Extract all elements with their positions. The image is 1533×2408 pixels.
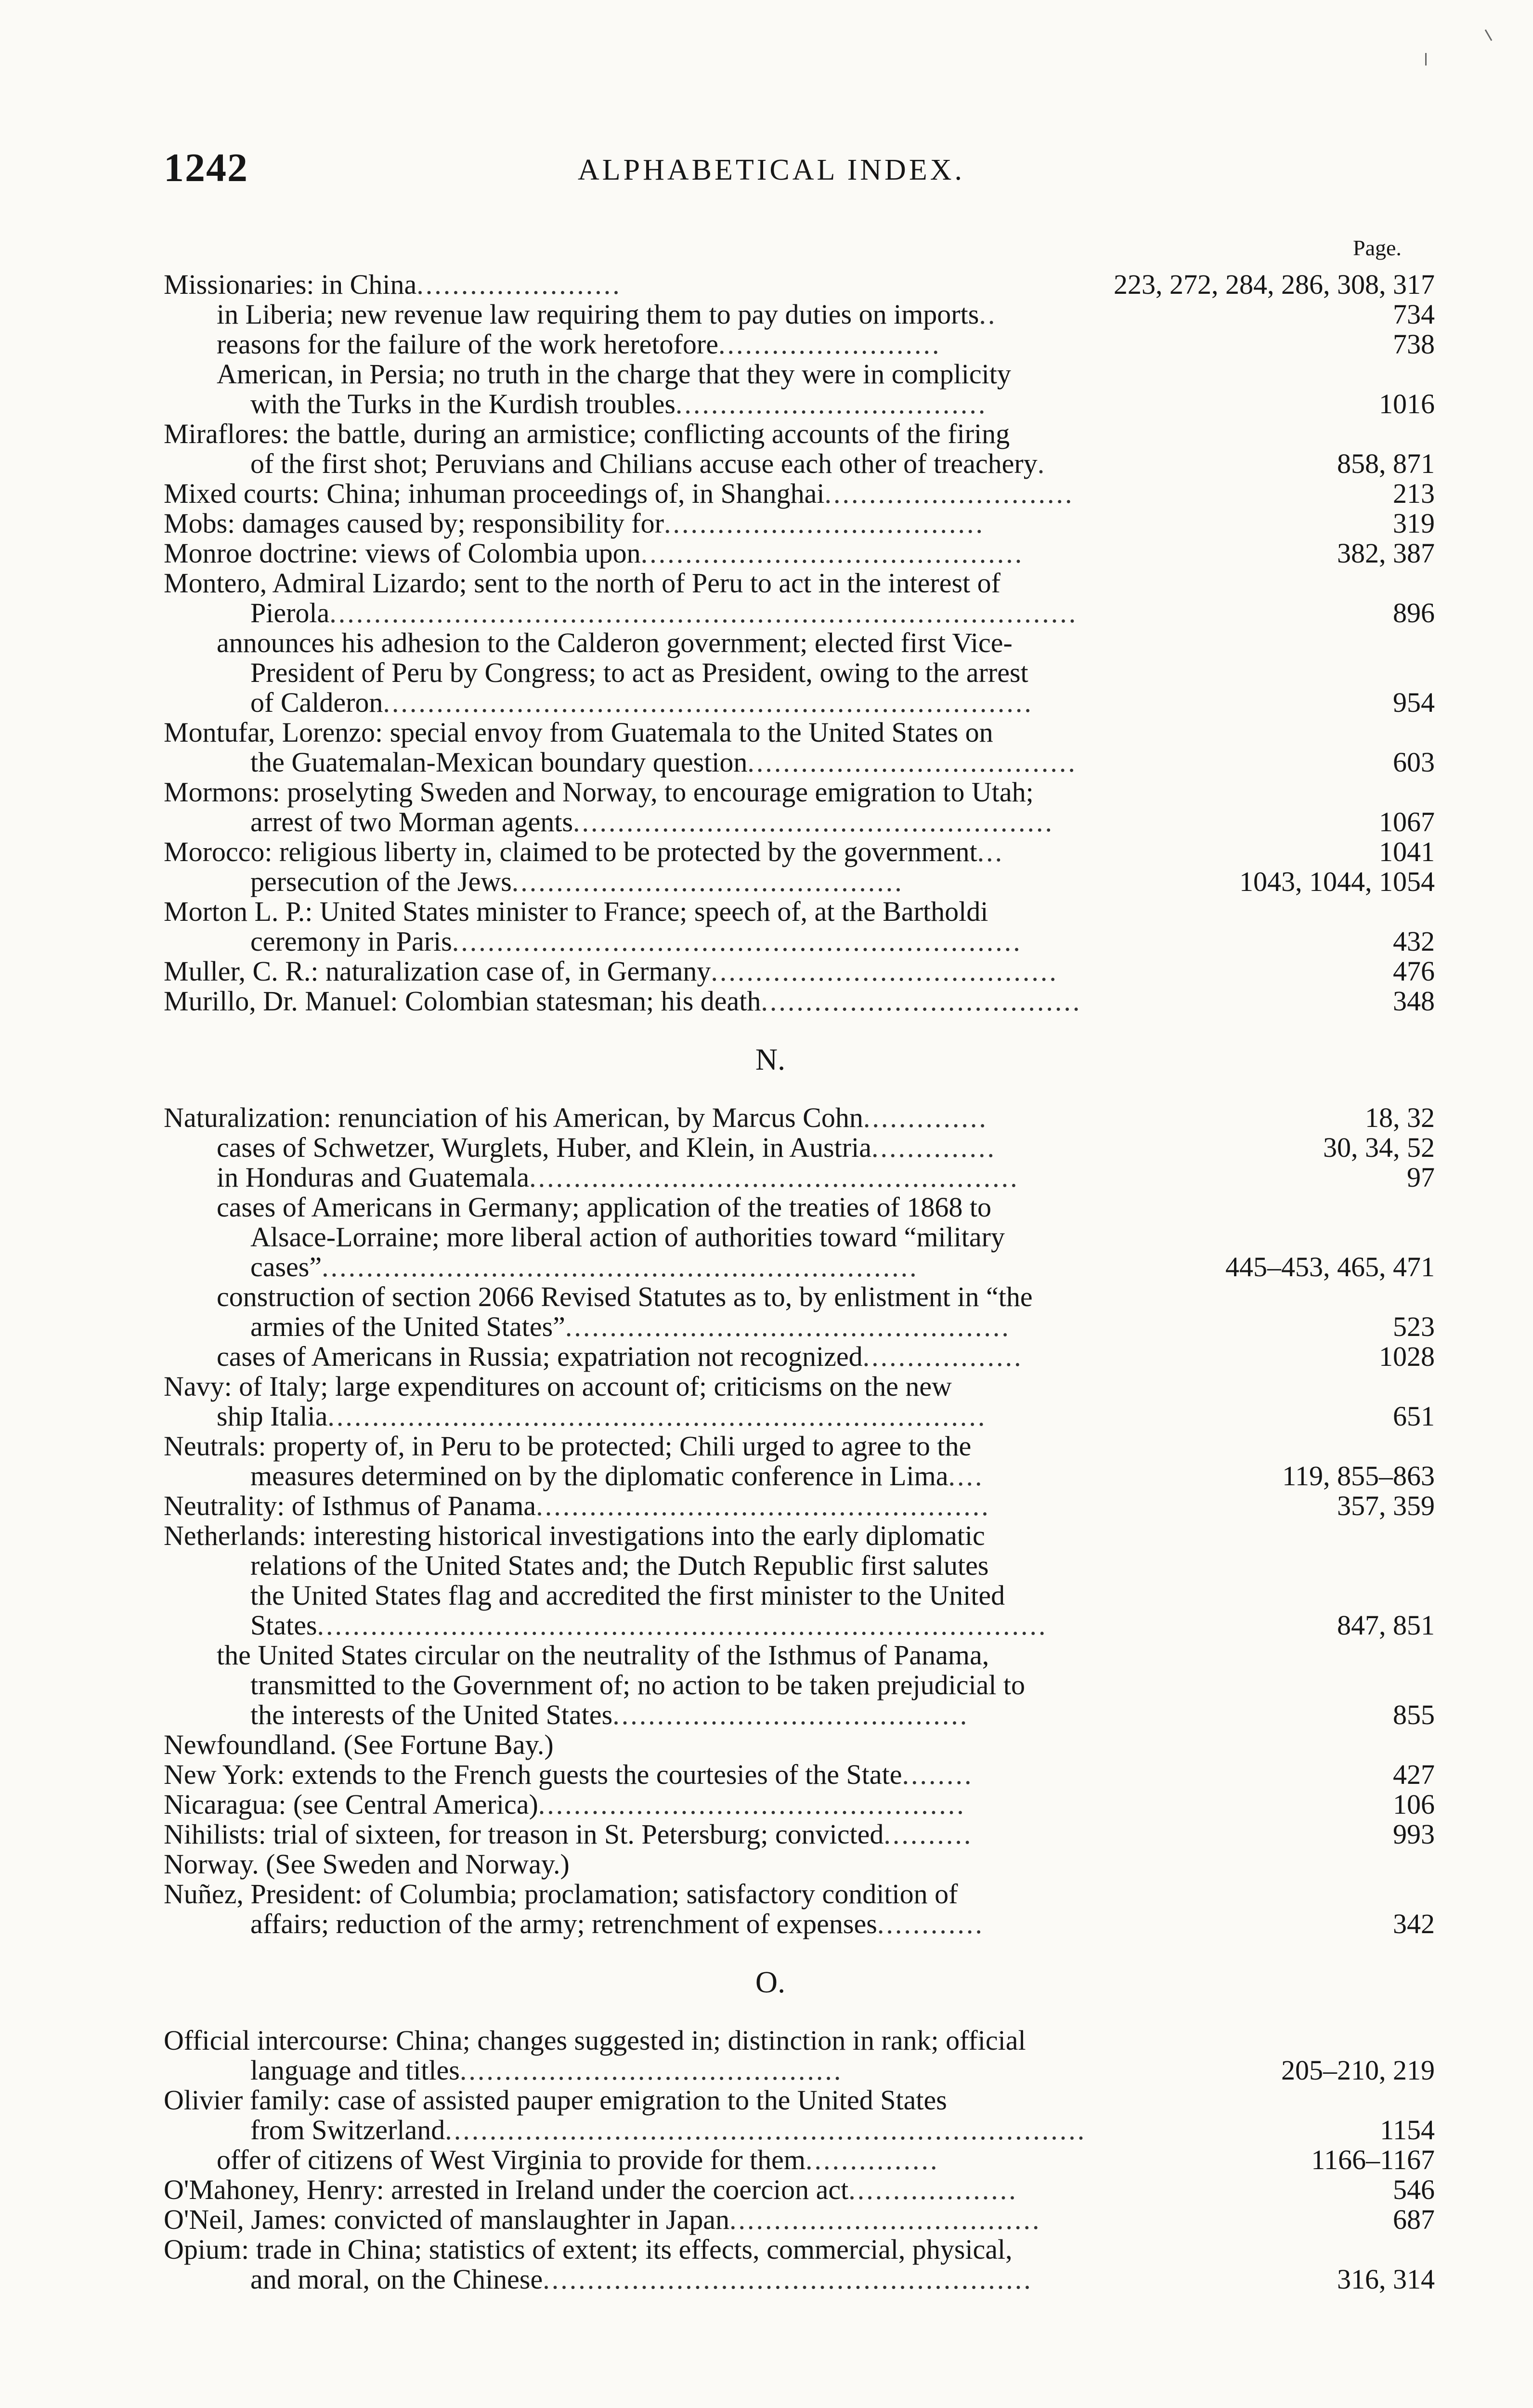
page-reference: 119, 855–863 [1282,1460,1435,1492]
page-reference: 858, 871 [1337,448,1435,479]
page-reference: 357, 359 [1337,1490,1435,1521]
index-body [164,270,1435,2294]
page-reference: 476 [1393,955,1435,987]
index-subentry [164,300,1435,329]
index-subentry [164,927,1435,956]
dot-leader: ................................................................... [322,1251,919,1283]
page-reference: 1154 [1380,2114,1435,2146]
index-entry [164,1521,1435,1551]
index-subentry [164,2115,1435,2145]
index-subentry [164,1192,1435,1222]
index-subentry [164,1342,1435,1372]
dot-leader: ................................................ [538,1789,966,1820]
entry-text: cases” [250,1251,322,1283]
dot-leader: ................................... [729,2204,1041,2235]
index-subentry [164,1282,1435,1312]
index-entry [164,1431,1435,1461]
index-entry [164,1879,1435,1909]
entry-text: in Honduras and Guatemala [217,1162,530,1193]
entry-text: Montufar, Lorenzo: special envoy from Guatemala to the United States on [164,717,993,748]
index-subentry [164,1670,1435,1700]
entry-text: Morocco: religious liberty in, claimed to be protected by the government [164,836,977,867]
entry-text: Pierola [250,597,330,628]
entry-text: reasons for the failure of the work heretofore [217,328,718,360]
section-heading: N. [755,1042,786,1076]
page-reference: 855 [1393,1699,1435,1730]
index-subentry [164,1401,1435,1431]
entry-text: Montero, Admiral Lizardo; sent to the north of Peru to act in the interest of [164,567,1000,599]
entry-text: Nihilists: trial of sixteen, for treason in St. Petersburg; convicted [164,1819,884,1850]
dot-leader: . [1037,448,1047,479]
page-reference: 319 [1393,508,1435,539]
dot-leader: ........................................... [640,537,1024,569]
index-subentry [164,867,1435,897]
dot-leader: ... [977,836,1004,867]
index-entry [164,509,1435,538]
page-reference: 1041 [1379,836,1435,867]
dot-leader: ................................... [675,388,987,419]
page-reference: 734 [1393,299,1435,330]
page-number: 1242 [164,145,248,190]
entry-text: relations of the United States and; the Dutch Republic first salutes [250,1550,989,1581]
entry-text: the United States flag and accredited the first minister to the United [250,1580,1005,1611]
entry-text: New York: extends to the French guests the courtesies of the State [164,1759,902,1790]
entry-text: cases of Americans in Russia; expatriation not recognized [217,1341,863,1372]
index-entry [164,1760,1435,1790]
index-subentry [164,1222,1435,1252]
dot-leader: ........................................... [459,2055,843,2086]
index-subentry [164,329,1435,359]
entry-text: Nicaragua: (see Central America) [164,1789,538,1820]
dot-leader: .... [948,1460,984,1492]
index-subentry [164,1610,1435,1640]
dot-leader: .................................................. [565,1311,1011,1342]
dot-leader: ............... [805,2144,939,2175]
index-subentry [164,1252,1435,1282]
dot-leader: ........................................ [612,1699,969,1730]
index-entry [164,568,1435,598]
page-reference: 213 [1393,478,1435,509]
index-entry [164,2235,1435,2264]
entry-text: Miraflores: the battle, during an armistice; conflicting accounts of the firing [164,418,1010,449]
index-entry [164,2205,1435,2235]
scan-mark [1485,29,1493,41]
dot-leader: ......................................................................... [383,687,1033,718]
entry-text: Missionaries: in China [164,269,417,300]
index-entry [164,777,1435,807]
page-reference: 738 [1393,328,1435,360]
index-entry [164,270,1435,300]
index-entry [164,1103,1435,1133]
dot-leader: .......... [883,1819,973,1850]
index-entry [164,2026,1435,2055]
entry-text: Morton L. P.: United States minister to France; speech of, at the Bartholdi [164,896,988,927]
index-subentry [164,1461,1435,1491]
index-subentry [164,1581,1435,1610]
index-entry [164,479,1435,509]
dot-leader: .................................... [664,508,985,539]
page-reference: 847, 851 [1337,1610,1435,1641]
index-entry [164,986,1435,1016]
entry-text: cases of Schwetzer, Wurglets, Huber, and Klein, in Austria [217,1132,871,1163]
index-entry [164,538,1435,568]
entry-text: persecution of the Jews [250,866,512,897]
page-reference: 30, 34, 52 [1323,1132,1435,1163]
page-reference: 427 [1393,1759,1435,1790]
page-reference: 1067 [1379,806,1435,838]
page-reference: 954 [1393,687,1435,718]
entry-text: Norway. (See Sweden and Norway.) [164,1848,570,1880]
dot-leader: ....................................................... [543,2264,1033,2295]
index-entry [164,1372,1435,1401]
entry-text: Netherlands: interesting historical investigations into the early diplomatic [164,1520,985,1551]
entry-text: American, in Persia; no truth in the charge that they were in complicity [217,358,1011,390]
dot-leader: ................................................... [536,1490,990,1521]
index-subentry [164,449,1435,479]
entry-text: Olivier family: case of assisted pauper emigration to the United States [164,2084,947,2116]
dot-leader: ........................................................................ [445,2114,1087,2146]
index-entry [164,1790,1435,1819]
entry-text: offer of citizens of West Virginia to provide for them [217,2144,805,2175]
entry-text: measures determined on by the diplomatic conference in Lima [250,1460,948,1492]
page-reference: 603 [1393,746,1435,778]
page-reference: 993 [1393,1819,1435,1850]
index-subentry [164,598,1435,628]
dot-leader: ....................................................... [529,1162,1019,1193]
dot-leader: ...................................................... [573,806,1054,838]
index-subentry [164,2055,1435,2085]
index-entry [164,2085,1435,2115]
index-subentry [164,1133,1435,1163]
entry-text: with the Turks in the Kurdish troubles [250,388,676,419]
dot-leader: .............. [871,1132,996,1163]
dot-leader: ......................... [718,328,941,360]
index-entry [164,1491,1435,1521]
index-entry [164,897,1435,927]
entry-text: O'Neil, James: convicted of manslaughter in Japan [164,2204,729,2235]
entry-text: Navy: of Italy; large expenditures on account of; criticisms on the new [164,1371,952,1402]
page-reference: 223, 272, 284, 286, 308, 317 [1114,269,1435,300]
entry-text: Nuñez, President: of Columbia; proclamation; satisfactory condition of [164,1878,958,1910]
page-column-label: Page. [1353,236,1402,260]
index-entry [164,1849,1435,1879]
page-reference: 1028 [1379,1341,1435,1372]
index-subentry [164,807,1435,837]
page-reference: 546 [1393,2174,1435,2205]
index-subentry [164,389,1435,419]
entry-text: ship Italia [217,1400,328,1432]
index-subentry [164,658,1435,688]
index-entry [164,956,1435,986]
entry-text: Newfoundland. (See Fortune Bay.) [164,1729,554,1760]
entry-text: construction of section 2066 Revised Statutes as to, by enlistment in “the [217,1281,1033,1312]
entry-text: Mormons: proselyting Sweden and Norway, to encourage emigration to Utah; [164,776,1034,808]
index-subentry [164,1909,1435,1939]
page-reference: 1016 [1379,388,1435,419]
page-reference: 523 [1393,1311,1435,1342]
entry-text: and moral, on the Chinese [250,2264,543,2295]
entry-text: Official intercourse: China; changes suggested in; distinction in rank; official [164,2025,1026,2056]
entry-text: Naturalization: renunciation of his American, by Marcus Cohn [164,1102,863,1133]
index-entry [164,419,1435,449]
page-reference: 1166–1167 [1311,2144,1435,2175]
page-reference: 651 [1393,1400,1435,1432]
entry-text: the United States circular on the neutrality of the Isthmus of Panama, [217,1639,989,1671]
dot-leader: ............................................ [511,866,904,897]
dot-leader: ............ [877,1908,984,1939]
index-subentry [164,1163,1435,1192]
index-subentry [164,628,1435,658]
dot-leader: .................................................................................. [317,1610,1048,1641]
page-reference: 97 [1407,1162,1435,1193]
entry-text: in Liberia; new revenue law requiring them to pay duties on imports [217,299,979,330]
entry-text: President of Peru by Congress; to act as President, owing to the arrest [250,657,1028,688]
page-reference: 687 [1393,2204,1435,2235]
page-reference: 896 [1393,597,1435,628]
index-entry [164,837,1435,867]
index-subentry [164,688,1435,718]
dot-leader: .................. [862,1341,1023,1372]
index-entry [164,718,1435,747]
entry-text: O'Mahoney, Henry: arrested in Ireland under the coercion act [164,2174,849,2205]
page-reference: 106 [1393,1789,1435,1820]
index-entry [164,2175,1435,2205]
entry-text: Neutrals: property of, in Peru to be protected; Chili urged to agree to the [164,1430,972,1462]
dot-leader: .................................... [761,985,1082,1017]
index-subentry [164,2145,1435,2175]
dot-leader: .............. [863,1102,988,1133]
page-reference: 348 [1393,985,1435,1017]
scan-mark [1425,53,1427,65]
index-subentry [164,1551,1435,1581]
entry-text: Mixed courts: China; inhuman proceedings of, in Shanghai [164,478,825,509]
entry-text: language and titles [250,2055,460,2086]
page-reference: 342 [1393,1908,1435,1939]
index-subentry [164,1312,1435,1342]
index-subentry [164,747,1435,777]
index-subentry [164,2264,1435,2294]
index-entry [164,1819,1435,1849]
index-subentry [164,359,1435,389]
entry-text: ceremony in Paris [250,926,452,957]
dot-leader: ....................... [416,269,622,300]
entry-text: of the first shot; Peruvians and Chilians accuse each other of treachery [250,448,1038,479]
entry-text: announces his adhesion to the Calderon government; elected first Vice- [217,627,1013,658]
dot-leader: ............................ [824,478,1074,509]
index-subentry [164,1700,1435,1730]
index-subentry [164,1640,1435,1670]
entry-text: Alsace-Lorraine; more liberal action of authorities toward “military [250,1221,1005,1253]
page-reference: 316, 314 [1337,2264,1435,2295]
page-reference: 432 [1393,926,1435,957]
entry-text: Monroe doctrine: views of Colombia upon [164,537,641,569]
page-title: ALPHABETICAL INDEX. [578,154,965,186]
page-reference: 445–453, 465, 471 [1225,1251,1435,1283]
entry-text: Mobs: damages caused by; responsibility for [164,508,664,539]
entry-text: the interests of the United States [250,1699,613,1730]
entry-text: Muller, C. R.: naturalization case of, in Germany [164,955,711,987]
entry-text: armies of the United States” [250,1311,565,1342]
dot-leader: ....................................... [711,955,1058,987]
dot-leader: .. [979,299,997,330]
entry-text: cases of Americans in Germany; application of the treaties of 1868 to [217,1191,991,1223]
index-entry [164,1730,1435,1760]
entry-text: Neutrality: of Isthmus of Panama [164,1490,536,1521]
entry-text: the Guatemalan-Mexican boundary question [250,746,748,778]
entry-text: Opium: trade in China; statistics of extent; its effects, commercial, physical, [164,2234,1013,2265]
entry-text: arrest of two Morman agents [250,806,573,838]
entry-text: transmitted to the Government of; no action to be taken prejudicial to [250,1669,1026,1701]
section-heading: O. [755,1965,786,1999]
dot-leader: .......................................................................... [327,1400,987,1432]
page-reference: 382, 387 [1337,537,1435,569]
dot-leader: ..................................... [747,746,1077,778]
page-reference: 18, 32 [1365,1102,1435,1133]
entry-text: Murillo, Dr. Manuel: Colombian statesman; his death [164,985,761,1017]
entry-text: from Switzerland [250,2114,445,2146]
dot-leader: ........ [902,1759,974,1790]
entry-text: States [250,1610,317,1641]
dot-leader: ................... [848,2174,1018,2205]
entry-text: affairs; reduction of the army; retrenchment of expenses [250,1908,877,1939]
page-reference: 205–210, 219 [1281,2055,1435,2086]
page-reference: 1043, 1044, 1054 [1239,866,1435,897]
dot-leader: ................................................................ [452,926,1022,957]
dot-leader: .................................................................................... [329,597,1078,628]
entry-text: of Calderon [250,687,383,718]
